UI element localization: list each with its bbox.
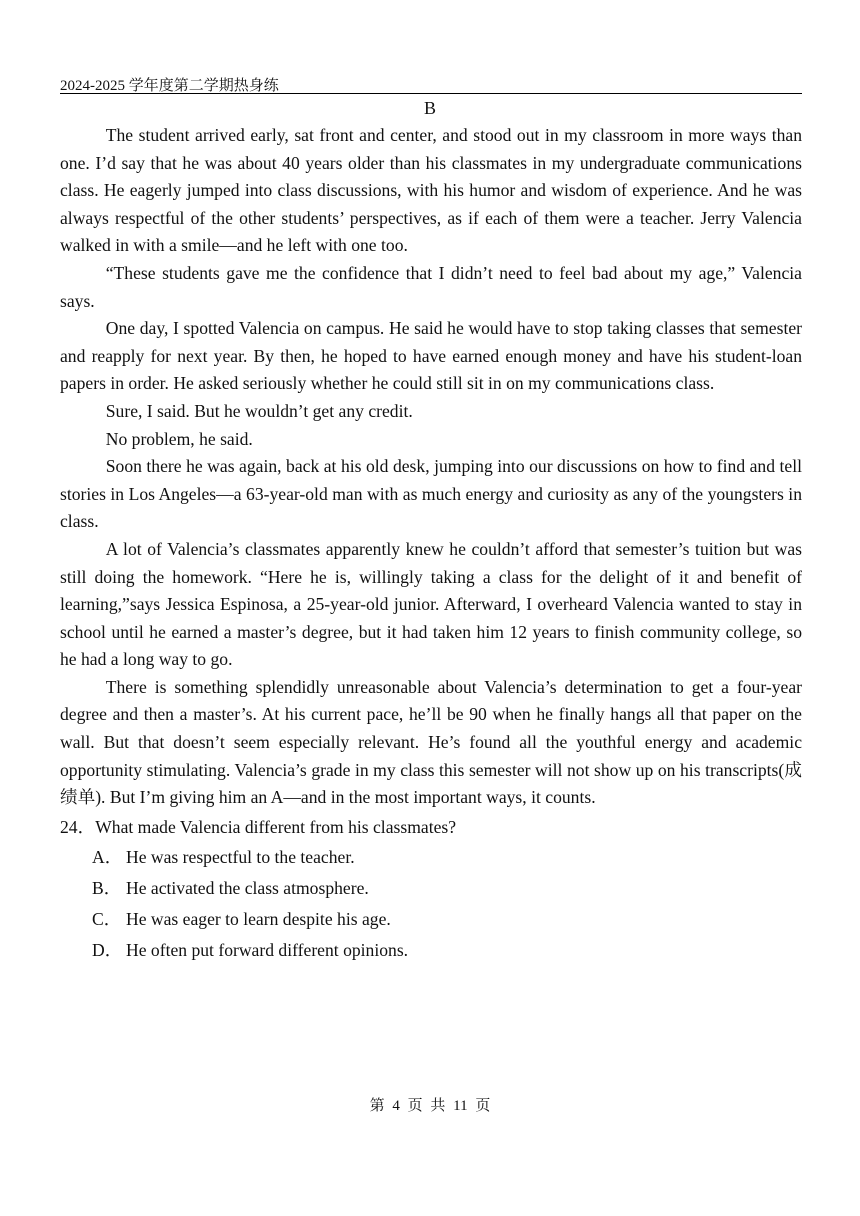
passage-paragraph-2: “These students gave me the confidence that I didn’t need to feel bad about my age,” Valencia says. — [60, 262, 802, 311]
option-b — [92, 876, 802, 901]
option-d — [92, 938, 802, 963]
option-a — [92, 845, 802, 870]
header-divider — [60, 93, 802, 94]
passage-paragraph-4: Sure, I said. But he wouldn’t get any credit. — [105, 400, 413, 421]
option-b-letter: B． — [92, 878, 122, 899]
option-c-text: He was eager to learn despite his age. — [126, 909, 391, 930]
passage-paragraph-8: There is something splendidly unreasonable about Valencia’s determination to get a four-year degree and then a master’s. At his current pace, he’ll be 90 when he finally hangs all that paper on the wall. But that doesn’t seem especially relevant. He’s found all the youthful energy and academic opportunity stimulating. Valencia’s grade in my class this semester will not show up on his transcripts(成绩单). But I’m giving him an A—and in the most important ways, it counts. — [60, 676, 802, 808]
section-letter: B — [423, 98, 436, 118]
passage-paragraph-6: Soon there he was again, back at his old desk, jumping into our discussions on how to find and tell stories in Los Angeles—a 63-year-old man with as much energy and curiosity as any of the youngsters in class. — [60, 456, 802, 532]
question-24-stem: 24．What made Valencia different from his classmates? — [60, 816, 457, 837]
option-d-letter: D． — [92, 940, 123, 961]
option-c-letter: C． — [92, 909, 122, 930]
question-24-options — [60, 845, 802, 963]
passage-paragraph-1: The student arrived early, sat front and center, and stood out in my classroom in more ways than one. I’d say that he was about 40 years older than his classmates in my undergraduate communications class. He eagerly jumped into class discussions, with his humor and wisdom of experience. And he was always respectful of the other students’ perspectives, as if each of them were a teacher. Jerry Valencia walked in with a smile—and he left with one too. — [60, 125, 802, 256]
passage-paragraph-7: A lot of Valencia’s classmates apparently knew he couldn’t afford that semester’s tuition but was still doing the homework. “Here he is, willingly taking a class for the delight of it and benefit of learning,”says Jessica Espinosa, a 25-year-old junior. Afterward, I overheard Valencia wanted to stay in school until he earned a master’s degree, but it had taken him 12 years to finish community college, so he had a long way to go. — [60, 538, 802, 670]
option-c — [92, 907, 802, 932]
option-a-text: He was respectful to the teacher. — [126, 847, 355, 868]
document-header: 2024-2025 学年度第二学期热身练 — [60, 78, 279, 94]
option-a-letter: A． — [92, 847, 123, 868]
reading-passage-section — [60, 122, 802, 969]
option-d-text: He often put forward different opinions. — [126, 940, 409, 961]
option-b-text: He activated the class atmosphere. — [126, 878, 369, 899]
page-number-footer: 第 4 页 共 11 页 — [369, 1098, 491, 1114]
passage-paragraph-3: One day, I spotted Valencia on campus. He said he would have to stop taking classes that semester and reapply for next year. By then, he hoped to have earned enough money and have his student-loan papers in order. He asked seriously whether he could still sit in on my communications class. — [60, 318, 802, 394]
passage-paragraph-5: No problem, he said. — [105, 428, 253, 449]
